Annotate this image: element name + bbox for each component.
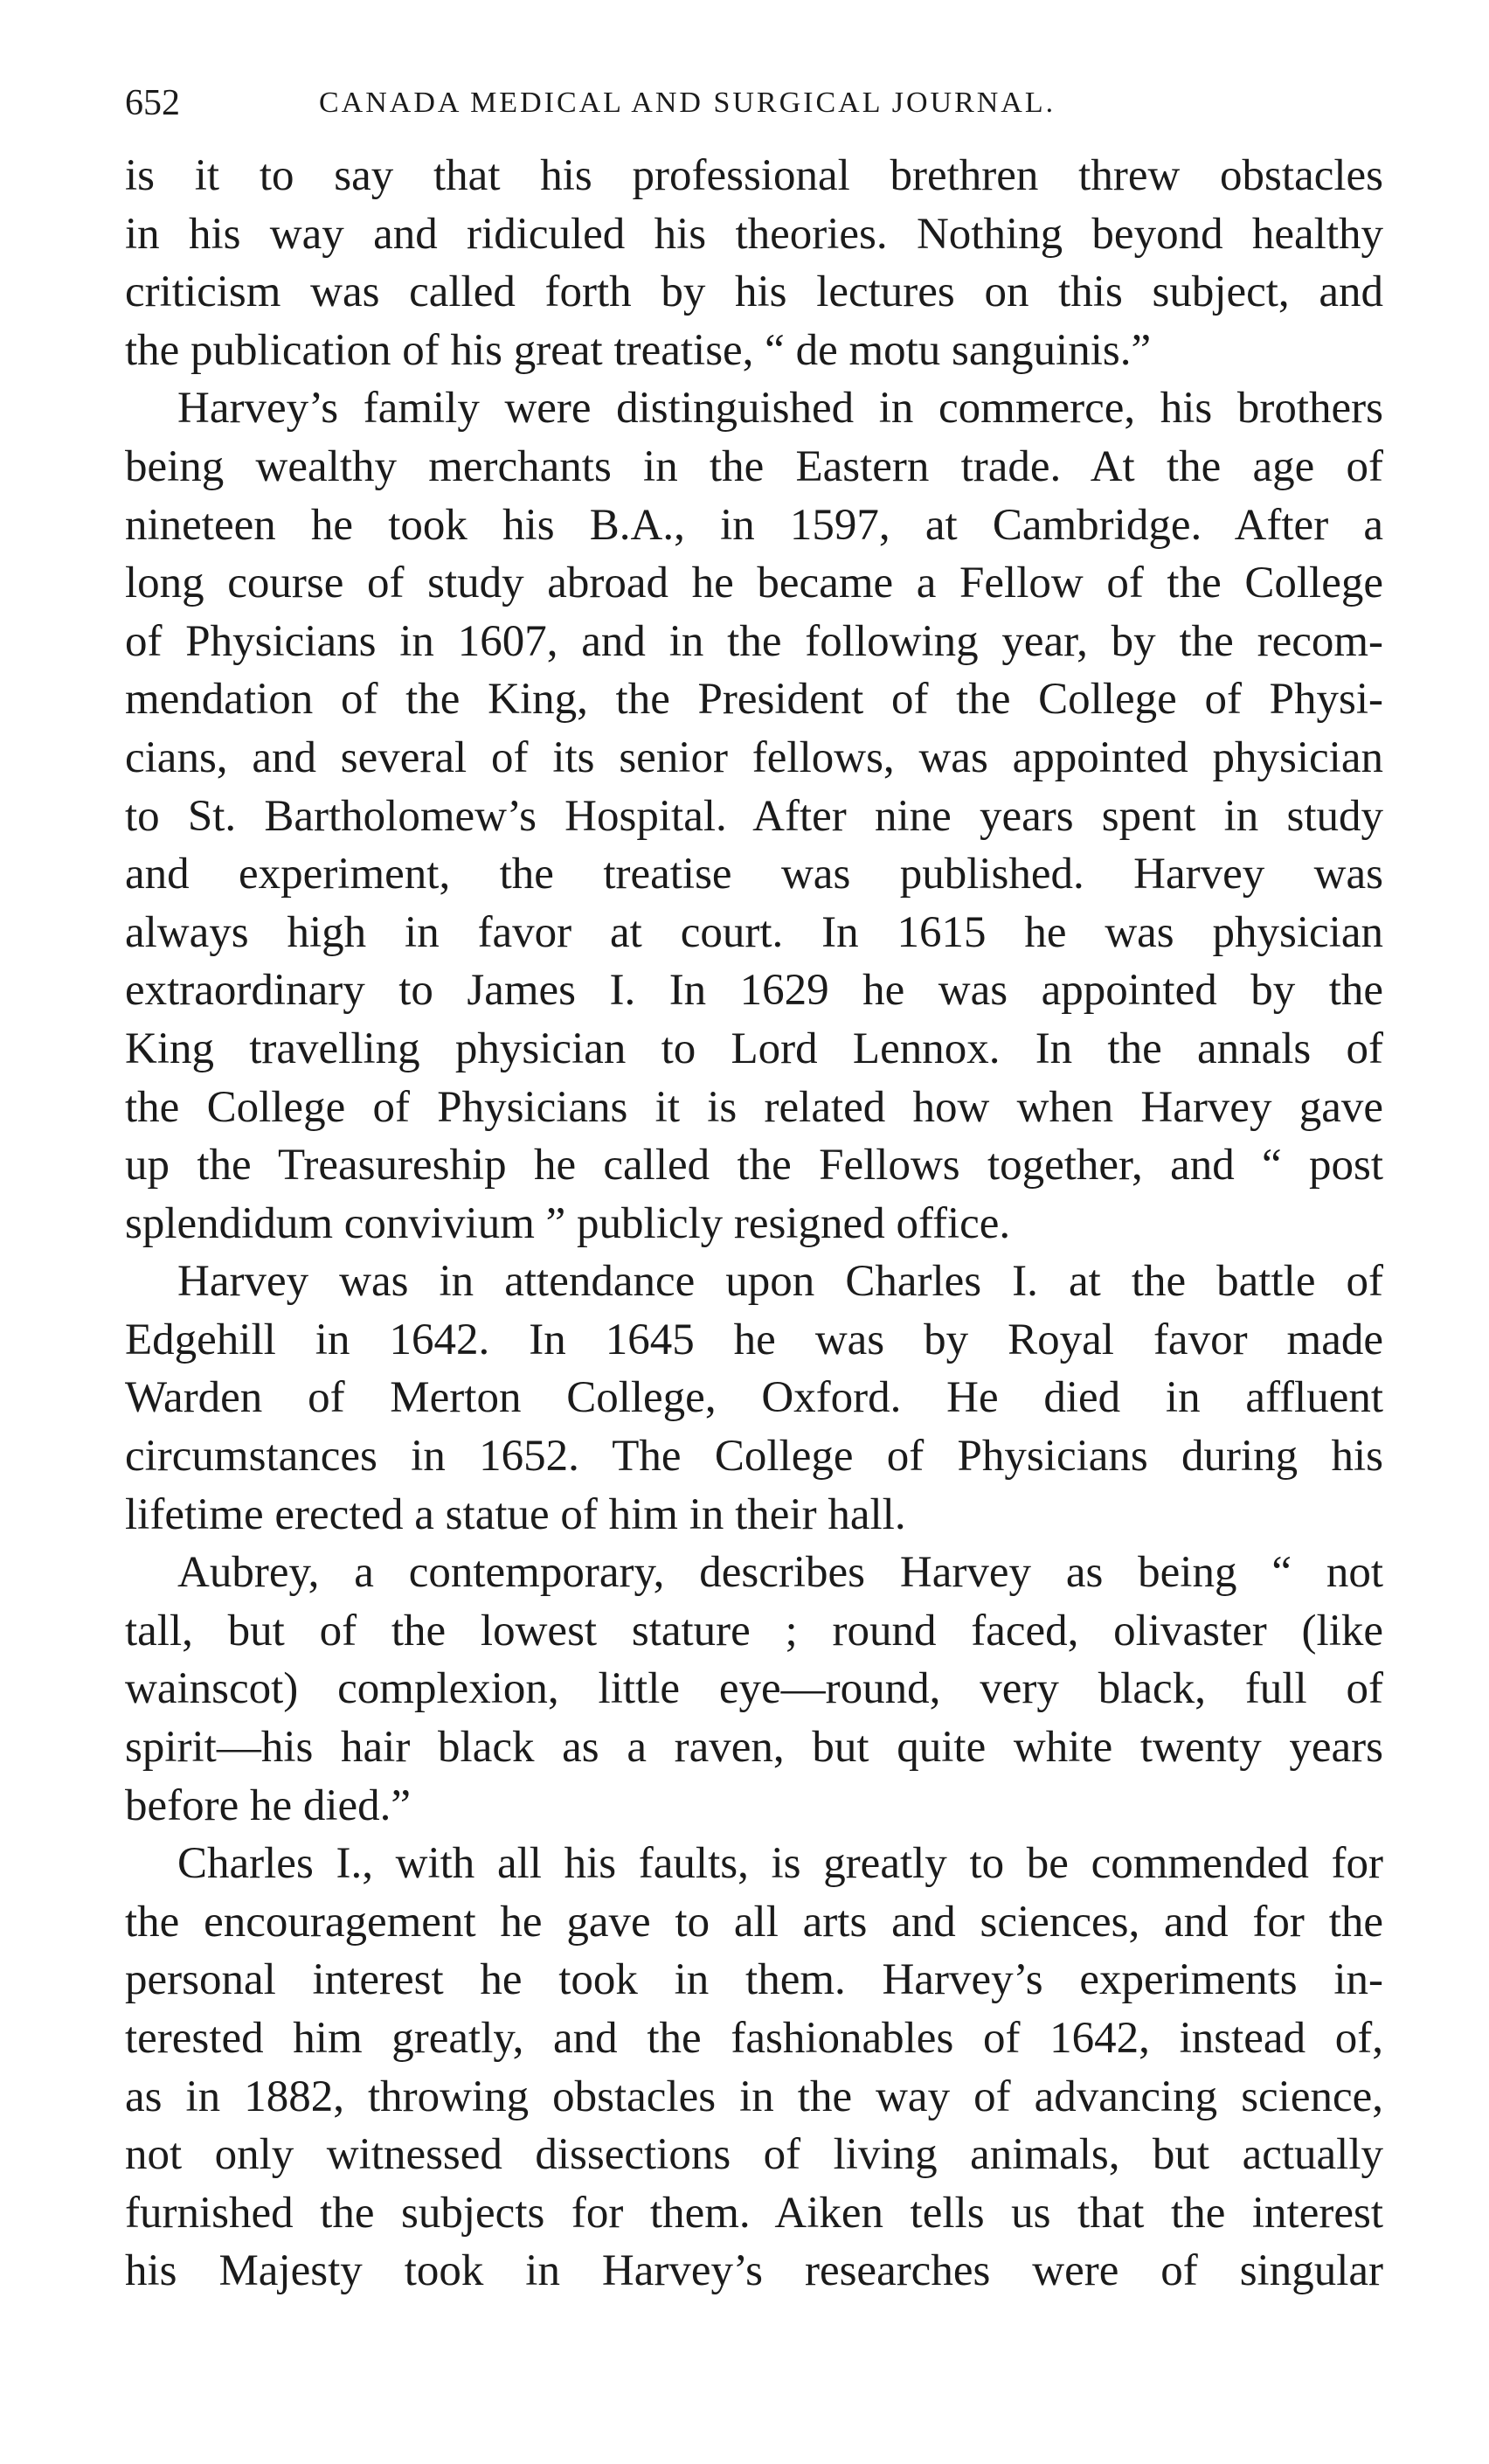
paragraph-first-line: Charles I., with all his faults, is greatly to be commended for xyxy=(177,1839,1383,1889)
text-line: not only witnessed dissections of living animals, but actually xyxy=(125,2130,1383,2180)
text-line: tall, but of the lowest stature ; round faced, olivaster (like xyxy=(125,1606,1383,1655)
text-line: lifetime erected a statue of him in their hall. xyxy=(125,1489,906,1539)
text-line: and experiment, the treatise was published. Harvey was xyxy=(125,850,1383,899)
paragraph-first-line: Aubrey, a contemporary, describes Harvey as being “ not xyxy=(177,1548,1383,1598)
text-line: being wealthy merchants in the Eastern trade. At the age of xyxy=(125,441,1383,491)
book-page xyxy=(125,77,1383,2301)
text-line: Edgehill in 1642. In 1645 he was by Royal favor made xyxy=(125,1315,1383,1364)
text-line: spirit—his hair black as a raven, but quite white twenty years xyxy=(125,1723,1383,1773)
text-line: terested him greatly, and the fashionables of 1642, instead of, xyxy=(125,2014,1383,2063)
text-line: extraordinary to James I. In 1629 he was appointed by the xyxy=(125,966,1383,1016)
body-text xyxy=(125,147,1383,2301)
text-line: is it to say that his professional brethren threw obstacles xyxy=(125,151,1383,200)
text-line: circumstances in 1652. The College of Physicians during his xyxy=(125,1432,1383,1482)
text-line: long course of study abroad he became a Fellow of the College xyxy=(125,559,1383,608)
text-line: in his way and ridiculed his theories. Nothing beyond healthy xyxy=(125,209,1383,259)
text-line: as in 1882, throwing obstacles in the way of advancing science, xyxy=(125,2072,1383,2121)
text-line: furnished the subjects for them. Aiken tells us that the interest xyxy=(125,2188,1383,2238)
text-line: to St. Bartholomew’s Hospital. After nine years spent in study xyxy=(125,791,1383,841)
text-line: personal interest he took in them. Harvey’s experiments in- xyxy=(125,1955,1383,2005)
paragraph-first-line: Harvey’s family were distinguished in commerce, his brothers xyxy=(177,384,1383,434)
paragraph-first-line: Harvey was in attendance upon Charles I. at the battle of xyxy=(177,1257,1383,1307)
text-line: of Physicians in 1607, and in the following year, by the recom- xyxy=(125,616,1383,666)
text-line: Warden of Merton College, Oxford. He died in affluent xyxy=(125,1373,1383,1423)
text-line: cians, and several of its senior fellows, was appointed physician xyxy=(125,732,1383,782)
running-head xyxy=(125,77,1383,129)
journal-title: CANADA MEDICAL AND SURGICAL JOURNAL. xyxy=(319,87,1056,119)
text-line: the encouragement he gave to all arts and sciences, and for the xyxy=(125,1897,1383,1947)
text-line: the College of Physicians it is related how when Harvey gave xyxy=(125,1082,1383,1132)
page-number: 652 xyxy=(125,83,180,123)
text-line: mendation of the King, the President of the College of Physi- xyxy=(125,675,1383,725)
text-line: criticism was called forth by his lectures on this subject, and xyxy=(125,267,1383,317)
text-line: his Majesty took in Harvey’s researches were of singular xyxy=(125,2246,1383,2296)
text-line: the publication of his great treatise, “ de motu sanguinis.” xyxy=(125,325,1152,375)
text-line: nineteen he took his B.A., in 1597, at Cambridge. After a xyxy=(125,500,1383,550)
text-line: King travelling physician to Lord Lennox. In the annals of xyxy=(125,1024,1383,1073)
text-line: wainscot) complexion, little eye—round, very black, full of xyxy=(125,1664,1383,1714)
text-line: splendidum convivium ” publicly resigned office. xyxy=(125,1198,1011,1248)
text-line: always high in favor at court. In 1615 he was physician xyxy=(125,907,1383,957)
text-line: before he died.” xyxy=(125,1780,412,1830)
text-line: up the Treasureship he called the Fellows together, and “ post xyxy=(125,1141,1383,1190)
